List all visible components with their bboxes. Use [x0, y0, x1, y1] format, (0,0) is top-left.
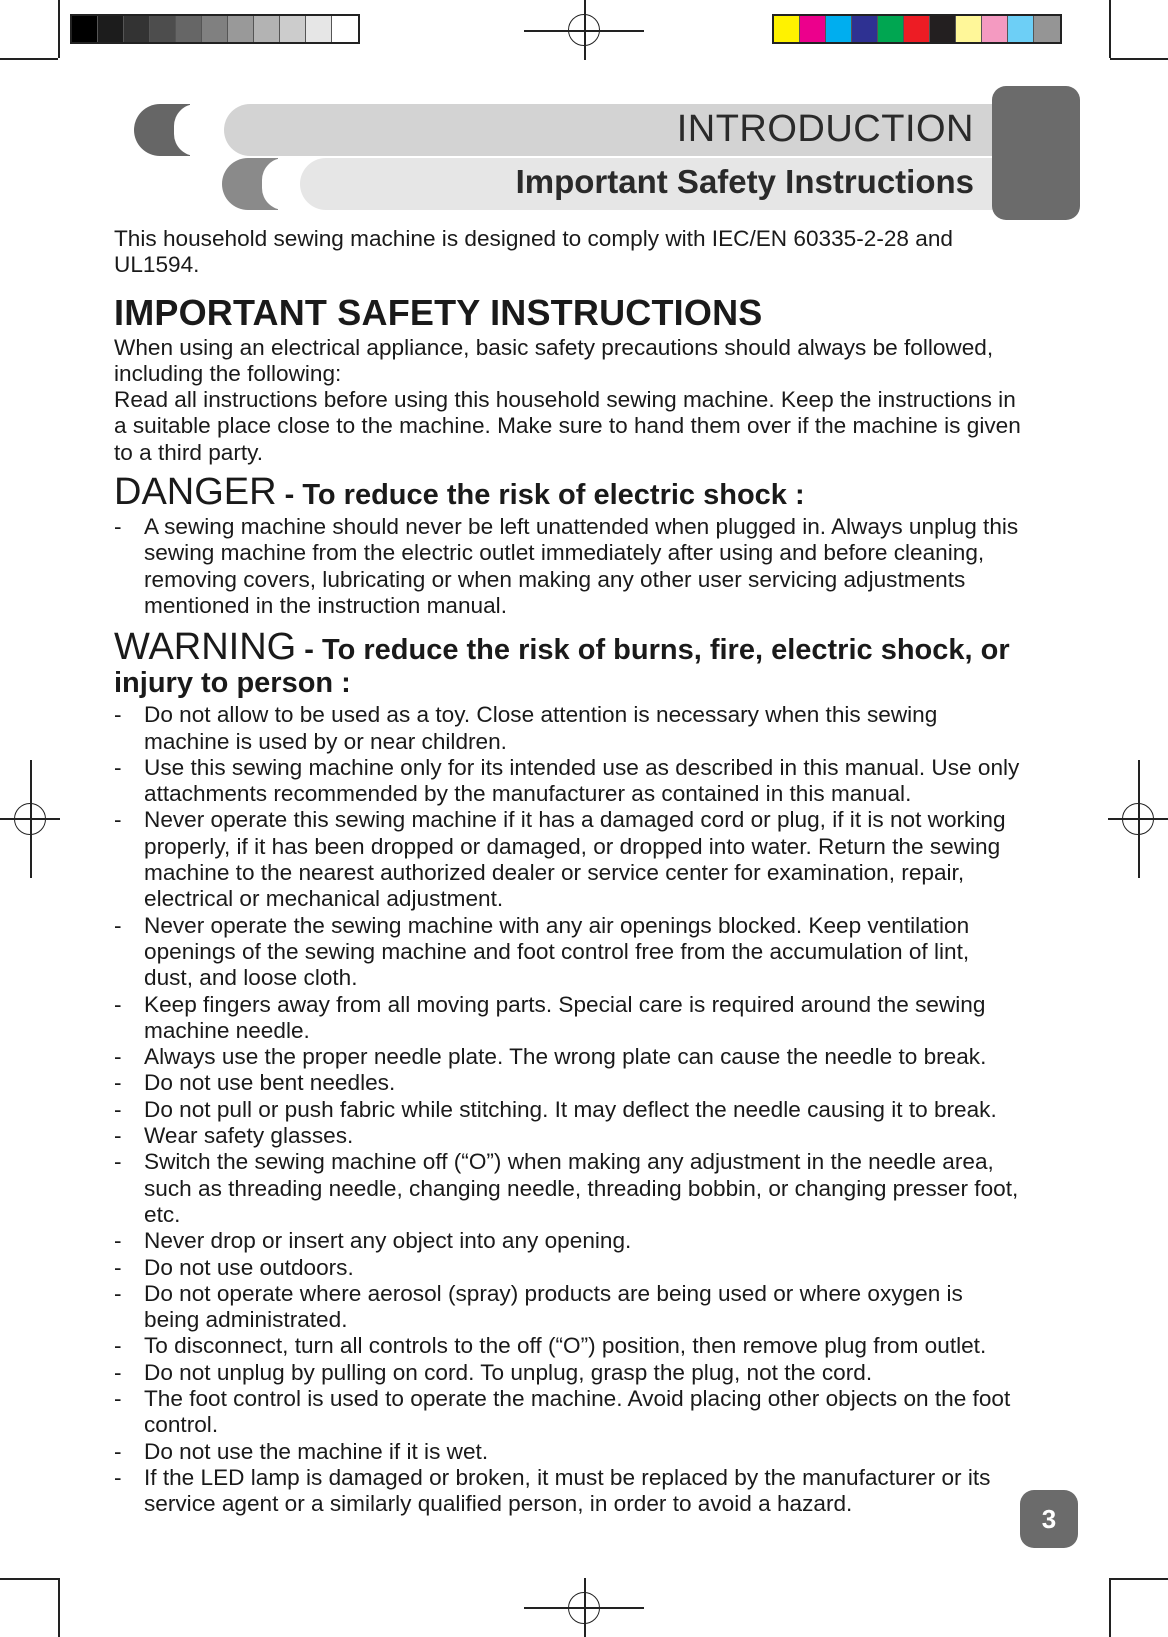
color-swatch [826, 16, 852, 42]
header-pill-primary [134, 104, 190, 156]
warning-keyword: WARNING [114, 626, 297, 669]
color-swatch [280, 16, 306, 42]
list-item: - Use this sewing machine only for its intended use as described in this manual. Use only attachments recommended by the manufacturer as contained in this manual. [114, 755, 1024, 808]
list-item: - Do not use bent needles. [114, 1070, 1024, 1096]
list-item: - Do not allow to be used as a toy. Close attention is necessary when this sewing machine is used by or near children. [114, 702, 1024, 755]
color-swatch [956, 16, 982, 42]
list-item: - Do not use the machine if it is wet. [114, 1439, 1024, 1465]
danger-title: - To reduce the risk of electric shock : [276, 479, 805, 512]
list-item: - Do not unplug by pulling on cord. To unplug, grasp the plug, not the cord. [114, 1360, 1024, 1386]
danger-keyword: DANGER [114, 471, 277, 514]
list-item: - To disconnect, turn all controls to the off (“O”) position, then remove plug from outlet. [114, 1333, 1024, 1359]
color-swatch [202, 16, 228, 42]
header-pill-secondary [222, 158, 278, 210]
color-swatch [72, 16, 98, 42]
color-swatch [1034, 16, 1060, 42]
color-swatch [150, 16, 176, 42]
color-swatch [98, 16, 124, 42]
color-swatch [852, 16, 878, 42]
color-swatch [904, 16, 930, 42]
list-item: - Wear safety glasses. [114, 1123, 1024, 1149]
general-paragraph: Read all instructions before using this household sewing machine. Keep the instructions in a suitable place close to the machine. Make sure to hand them over if the machine is given to a third party. [114, 387, 1021, 465]
danger-list [114, 514, 1024, 619]
list-item: - Do not pull or push fabric while stitching. It may deflect the needle causing it to break. [114, 1097, 1024, 1123]
warning-list [114, 702, 1024, 1517]
list-item: - Switch the sewing machine off (“O”) when making any adjustment in the needle area, such as threading needle, changing needle, threading bobbin, or changing presser foot, etc. [114, 1149, 1024, 1228]
color-swatch [878, 16, 904, 42]
grayscale-color-bar [70, 14, 360, 44]
page-number: 3 [1020, 1490, 1078, 1548]
list-item: - Never drop or insert any object into any opening. [114, 1228, 1024, 1254]
color-swatch [228, 16, 254, 42]
list-item: - Never operate this sewing machine if it has a damaged cord or plug, if it is not working properly, if it has been dropped or damaged, or dropped into water. Return the sewing machine to the nearest authorized dealer or service center for examination, repair, electrical or mechanical adjustment. [114, 807, 1024, 912]
color-swatch [1008, 16, 1034, 42]
color-swatch [254, 16, 280, 42]
section-title: INTRODUCTION [676, 108, 974, 150]
general-paragraph: When using an electrical appliance, basic safety precautions should always be followed, including the following: [114, 334, 994, 386]
danger-heading [114, 471, 1024, 514]
color-swatch [982, 16, 1008, 42]
list-item: - Never operate the sewing machine with any air openings blocked. Keep ventilation openings of the sewing machine and foot control free from the accumulation of lint, dust, and loose cloth. [114, 913, 1024, 992]
color-swatch [930, 16, 956, 42]
color-swatch [332, 16, 358, 42]
chapter-side-tab [992, 86, 1080, 220]
color-swatch [306, 16, 332, 42]
color-swatch [774, 16, 800, 42]
page-content [114, 226, 1024, 1517]
list-item: - Do not operate where aerosol (spray) products are being used or where oxygen is being administrated. [114, 1281, 1024, 1334]
section-subtitle: Important Safety Instructions [515, 163, 974, 200]
list-item: - A sewing machine should never be left unattended when plugged in. Always unplug this sewing machine from the electric outlet immediately after using and before cleaning, removing covers, lubricating or when making any other user servicing adjustments mentioned in the instruction manual. [114, 514, 1024, 619]
intro-paragraph: This household sewing machine is designed to comply with IEC/EN 60335-2-28 and UL1594. [114, 226, 953, 278]
list-item: - If the LED lamp is damaged or broken, it must be replaced by the manufacturer or its service agent or a similarly qualified person, in order to avoid a hazard. [114, 1465, 1024, 1518]
list-item: - Do not use outdoors. [114, 1255, 1024, 1281]
color-swatch [176, 16, 202, 42]
warning-title: - To reduce the risk of burns, fire, electric shock, or injury to person : [114, 634, 1010, 700]
list-item: - The foot control is used to operate the machine. Avoid placing other objects on the foot control. [114, 1386, 1024, 1439]
process-color-bar [772, 14, 1062, 44]
color-swatch [800, 16, 826, 42]
main-heading: IMPORTANT SAFETY INSTRUCTIONS [114, 291, 763, 333]
warning-heading [114, 626, 1024, 700]
color-swatch [124, 16, 150, 42]
list-item: - Keep fingers away from all moving parts. Special care is required around the sewing machine needle. [114, 992, 1024, 1045]
list-item: - Always use the proper needle plate. The wrong plate can cause the needle to break. [114, 1044, 1024, 1070]
